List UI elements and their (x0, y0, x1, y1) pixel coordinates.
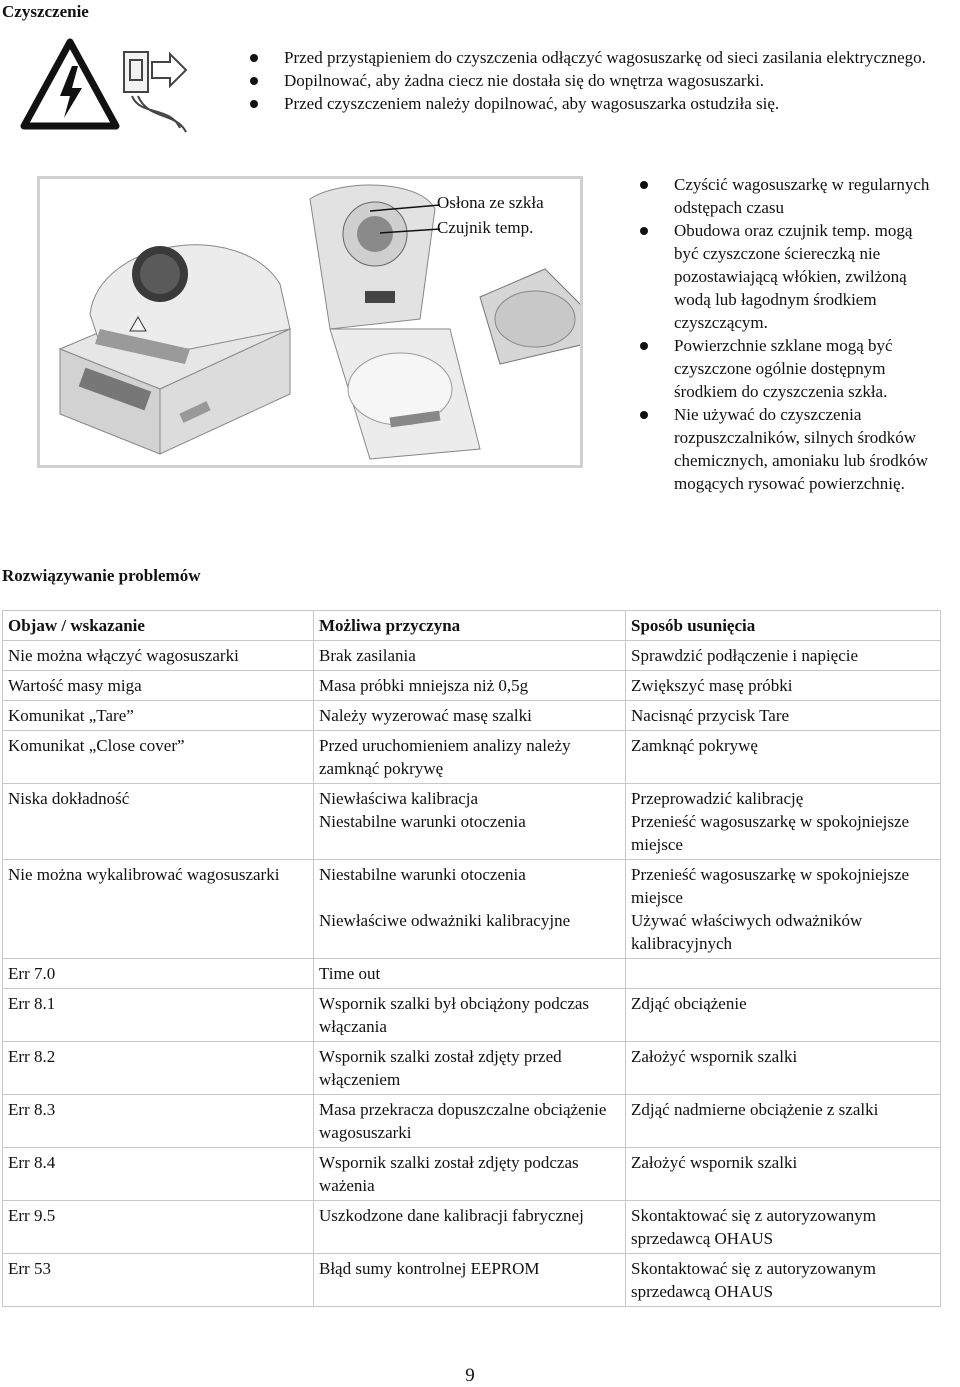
symptom-cell: Err 8.2 (3, 1042, 314, 1095)
header-symptom: Objaw / wskazanie (3, 611, 314, 641)
high-voltage-warning-icon (24, 42, 116, 126)
cause-cell: Wspornik szalki był obciążony podczas włączania (314, 989, 626, 1042)
table-row (3, 1201, 941, 1254)
cause-cell: Uszkodzone dane kalibracji fabrycznej (314, 1201, 626, 1254)
cause-line: Niewłaściwa kalibracja (319, 789, 479, 808)
symptom-cell: Err 8.4 (3, 1148, 314, 1201)
remedy-cell: Skontaktować się z autoryzowanym sprzedawcą OHAUS (626, 1201, 941, 1254)
page-number: 9 (465, 1365, 475, 1386)
pan-image (480, 269, 580, 364)
symptom-cell: Err 9.5 (3, 1201, 314, 1254)
section-title-cleaning: Czyszczenie (2, 2, 89, 21)
cause-cell: Masa przekracza dopuszczalne obciążenie wagosuszarki (314, 1095, 626, 1148)
remedy-line: Przenieść wagosuszarkę w spokojniejsze miejsce (631, 812, 910, 854)
cause-cell (314, 784, 626, 860)
cause-cell: Wspornik szalki został zdjęty podczas ważenia (314, 1148, 626, 1201)
remedy-cell: Sprawdzić podłączenie i napięcie (626, 641, 941, 671)
table-row (3, 1148, 941, 1201)
cause-cell: Masa próbki mniejsza niż 0,5g (314, 671, 626, 701)
table-row (3, 1095, 941, 1148)
symptom-cell: Komunikat „Close cover” (3, 731, 314, 784)
remedy-cell: Skontaktować się z autoryzowanym sprzedawcą OHAUS (626, 1254, 941, 1307)
table-row (3, 731, 941, 784)
instruction-item: Nie używać do czyszczenia rozpuszczalników, silnych środków chemicznych, amoniaku lub środków mogących rysować powierzchnię. (640, 403, 940, 495)
table-row (3, 671, 941, 701)
header-cause: Możliwa przyczyna (314, 611, 626, 641)
warning-list (250, 46, 930, 115)
remedy-cell (626, 860, 941, 959)
remedy-cell: Założyć wspornik szalki (626, 1148, 941, 1201)
electrical-warning-illustration (20, 36, 190, 136)
table-row (3, 989, 941, 1042)
table-row (3, 701, 941, 731)
symptom-cell: Niska dokładność (3, 784, 314, 860)
cause-cell (314, 860, 626, 959)
remedy-cell: Zdjąć nadmierne obciążenie z szalki (626, 1095, 941, 1148)
troubleshooting-table (2, 610, 941, 1307)
table-row (3, 1042, 941, 1095)
unplug-socket-icon (124, 52, 186, 132)
symptom-cell: Err 8.3 (3, 1095, 314, 1148)
symptom-cell: Err 53 (3, 1254, 314, 1307)
table-row (3, 959, 941, 989)
symptom-cell: Wartość masy miga (3, 671, 314, 701)
label-temp-sensor: Czujnik temp. (437, 218, 534, 237)
instruction-item: Obudowa oraz czujnik temp. mogą być czyszczone ściereczką nie pozostawiającą włókien, zwilżoną wodą lub łagodnym środkiem czyszczącym. (640, 219, 940, 334)
symptom-cell: Err 8.1 (3, 989, 314, 1042)
table-header-row (3, 611, 941, 641)
cause-line: Niewłaściwe odważniki kalibracyjne (319, 911, 571, 930)
cause-cell: Wspornik szalki został zdjęty przed włączeniem (314, 1042, 626, 1095)
symptom-cell: Komunikat „Tare” (3, 701, 314, 731)
symptom-cell: Nie można wykalibrować wagosuszarki (3, 860, 314, 959)
remedy-cell: Nacisnąć przycisk Tare (626, 701, 941, 731)
remedy-cell: Zamknąć pokrywę (626, 731, 941, 784)
cause-cell: Time out (314, 959, 626, 989)
instruction-item: Czyścić wagosuszarkę w regularnych odstępach czasu (640, 173, 940, 219)
label-glass-cover: Osłona ze szkła (437, 193, 544, 212)
table-row (3, 1254, 941, 1307)
remedy-cell: Zwiększyć masę próbki (626, 671, 941, 701)
cause-cell: Błąd sumy kontrolnej EEPROM (314, 1254, 626, 1307)
remedy-line: Przeprowadzić kalibrację (631, 789, 804, 808)
cause-cell: Należy wyzerować masę szalki (314, 701, 626, 731)
remedy-cell: Zdjąć obciążenie (626, 989, 941, 1042)
remedy-cell (626, 959, 941, 989)
instruction-item: Powierzchnie szklane mogą być czyszczone ogólnie dostępnym środkiem do czyszczenia szkła. (640, 334, 940, 403)
remedy-line: Przenieść wagosuszarkę w spokojniejsze miejsce (631, 865, 910, 907)
cause-line: Niestabilne warunki otoczenia (319, 812, 526, 831)
moisture-analyzer-closed-image (60, 245, 290, 454)
section-title-troubleshooting: Rozwiązywanie problemów (2, 566, 201, 585)
cleaning-instructions-list (640, 173, 940, 495)
table-row (3, 860, 941, 959)
warning-item: Przed czyszczeniem należy dopilnować, aby wagosuszarka ostudziła się. (250, 92, 930, 115)
remedy-cell: Założyć wspornik szalki (626, 1042, 941, 1095)
remedy-cell (626, 784, 941, 860)
header-remedy: Sposób usunięcia (626, 611, 941, 641)
cause-cell: Brak zasilania (314, 641, 626, 671)
symptom-cell: Err 7.0 (3, 959, 314, 989)
remedy-line: Używać właściwych odważników kalibracyjnych (631, 911, 863, 953)
device-photo (37, 176, 583, 468)
symptom-cell: Nie można włączyć wagosuszarki (3, 641, 314, 671)
table-row (3, 641, 941, 671)
cause-line: Niestabilne warunki otoczenia (319, 865, 526, 884)
warning-item: Przed przystąpieniem do czyszczenia odłączyć wagosuszarkę od sieci zasilania elektrycznego. (250, 46, 930, 69)
cause-cell: Przed uruchomieniem analizy należy zamknąć pokrywę (314, 731, 626, 784)
warning-item: Dopilnować, aby żadna ciecz nie dostała się do wnętrza wagosuszarki. (250, 69, 930, 92)
table-row (3, 784, 941, 860)
